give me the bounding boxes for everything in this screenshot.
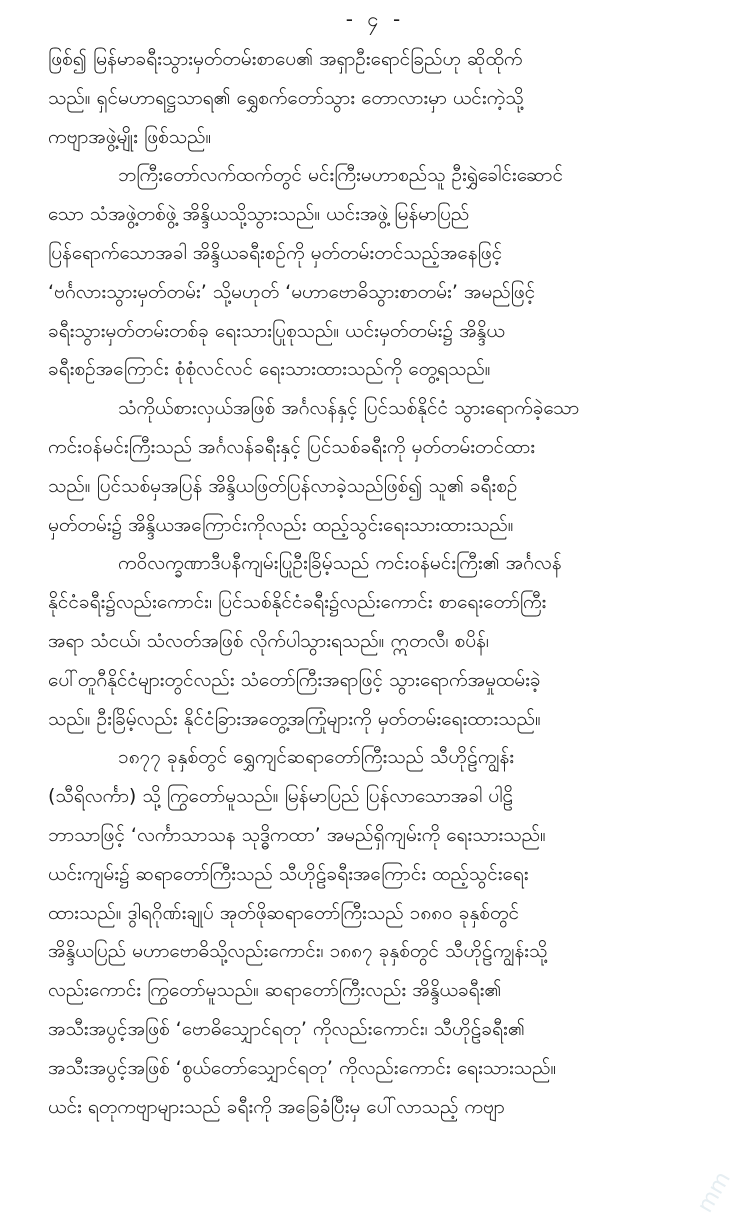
text-line: ယင်းကျမ်း၌ ဆရာတော်ကြီးသည် သီဟိုဠ်ခရီးအကြောင်း ထည့်သွင်းရေး	[48, 855, 716, 894]
text-line: ၁၈၇၇ ခုနှစ်တွင် ရွှေကျင်ဆရာတော်ကြီးသည် သီဟိုဠ်ကျွန်း	[48, 738, 716, 777]
text-line: သည်။ ပြင်သစ်မှအပြန် အိန္ဒိယဖြတ်ပြန်လာခဲ့သည်ဖြစ်၍ သူ၏ ခရီးစဉ်	[48, 467, 716, 506]
text-line: သည်။ ဦးခြိမ့်လည်း နိုင်ငံခြားအတွေ့အကြုံများကို မှတ်တမ်းရေးထားသည်။	[48, 700, 716, 739]
text-line: ဖြစ်၍ မြန်မာခရီးသွားမှတ်တမ်းစာပေ၏ အရှာဦးရောင်ခြည်ဟု ဆိုထိုက်	[48, 40, 716, 79]
text-line: အသီးအပွင့်အဖြစ် ‘စွယ်တော်သျှောင်ရတု’ ကိုလည်းကောင်း ရေးသားသည်။	[48, 1049, 716, 1088]
text-line: ထားသည်။ ဒွါရဂိုဏ်းချုပ် အုတ်ဖိုဆရာတော်ကြီးသည် ၁၈၈၀ ခုနှစ်တွင်	[48, 894, 716, 933]
text-line: ဘကြီးတော်လက်ထက်တွင် မင်းကြီးမဟာစည်သူ ဦးရွှဲခေါင်းဆောင်	[48, 156, 716, 195]
text-line: ပြန်ရောက်သောအခါ အိန္ဒိယခရီးစဉ်ကို မှတ်တမ်းတင်သည့်အနေဖြင့်	[48, 234, 716, 273]
text-line: ခရီးစဉ်အကြောင်း စုံစုံလင်လင် ရေးသားထားသည်ကို တွေ့ရသည်။	[48, 350, 716, 389]
text-line: အရာ သံငယ်၊ သံလတ်အဖြစ် လိုက်ပါသွားရသည်။ ဣတလီ၊ စပိန်၊	[48, 622, 716, 661]
page-number: - ၄ -	[0, 6, 750, 36]
text-line: ယင်း ရတုကဗျာများသည် ခရီးကို အခြေခံပြီးမှ ပေါ်လာသည့် ကဗျာ	[48, 1088, 716, 1127]
text-line: ပေါ်တူဂီနိုင်ငံများတွင်လည်း သံတော်ကြီးအရာဖြင့် သွားရောက်အမှုထမ်းခဲ့	[48, 661, 716, 700]
text-line: ကဝိလက္ခဏာဒီပနီကျမ်းပြုဦးခြိမ့်သည် ကင်းဝန်မင်းကြီး၏ အင်္ဂလန်	[48, 544, 716, 583]
text-line: လည်းကောင်း ကြွတော်မူသည်။ ဆရာတော်ကြီးလည်း အိန္ဒိယခရီး၏	[48, 971, 716, 1010]
watermark: mm	[693, 1168, 736, 1217]
body-text	[48, 40, 716, 1126]
text-line: အသီးအပွင့်အဖြစ် ‘ဗောဓိသျှောင်ရတု’ ကိုလည်းကောင်း၊ သီဟိုဠ်ခရီး၏	[48, 1010, 716, 1049]
text-line: ဘာသာဖြင့် ‘လင်္ကာသာသန သုဒ္ဓိကထာ’ အမည်ရှိကျမ်းကို ရေးသားသည်။	[48, 816, 716, 855]
text-line: ‘ဗင်္ဂလားသွားမှတ်တမ်း’ သို့မဟုတ် ‘မဟာဗောဓိသွားစာတမ်း’ အမည်ဖြင့်	[48, 273, 716, 312]
text-line: သံကိုယ်စားလှယ်အဖြစ် အင်္ဂလန်နှင့် ပြင်သစ်နိုင်ငံ သွားရောက်ခဲ့သော	[48, 389, 716, 428]
text-line: ခရီးသွားမှတ်တမ်းတစ်ခု ရေးသားပြုစုသည်။ ယင်းမှတ်တမ်း၌ အိန္ဒိယ	[48, 312, 716, 351]
text-line: မှတ်တမ်း၌ အိန္ဒိယအကြောင်းကိုလည်း ထည့်သွင်းရေးသားထားသည်။	[48, 506, 716, 545]
text-line: အိန္ဒိယပြည် မဟာဗောဓိသို့လည်းကောင်း၊ ၁၈၈၇ ခုနှစ်တွင် သီဟိုဠ်ကျွန်းသို့	[48, 932, 716, 971]
text-line: သည်။ ရှင်မဟာရဋ္ဌသာရ၏ ရွှေစက်တော်သွား တောလားမှာ ယင်းကဲ့သို့	[48, 79, 716, 118]
text-line: သော သံအဖွဲ့တစ်ဖွဲ့ အိန္ဒိယသို့သွားသည်။ ယင်းအဖွဲ့ မြန်မာပြည်	[48, 195, 716, 234]
text-line: (သီရိလင်္ကာ) သို့ ကြွတော်မူသည်။ မြန်မာပြည် ပြန်လာသောအခါ ပါဠိ	[48, 777, 716, 816]
text-line: ကဗျာအဖွဲ့မျိုး ဖြစ်သည်။	[48, 118, 716, 157]
text-line: နိုင်ငံခရီး၌လည်းကောင်း၊ ပြင်သစ်နိုင်ငံခရီး၌လည်းကောင်း စာရေးတော်ကြီး	[48, 583, 716, 622]
text-line: ကင်းဝန်မင်းကြီးသည် အင်္ဂလန်ခရီးနှင့် ပြင်သစ်ခရီးကို မှတ်တမ်းတင်ထား	[48, 428, 716, 467]
